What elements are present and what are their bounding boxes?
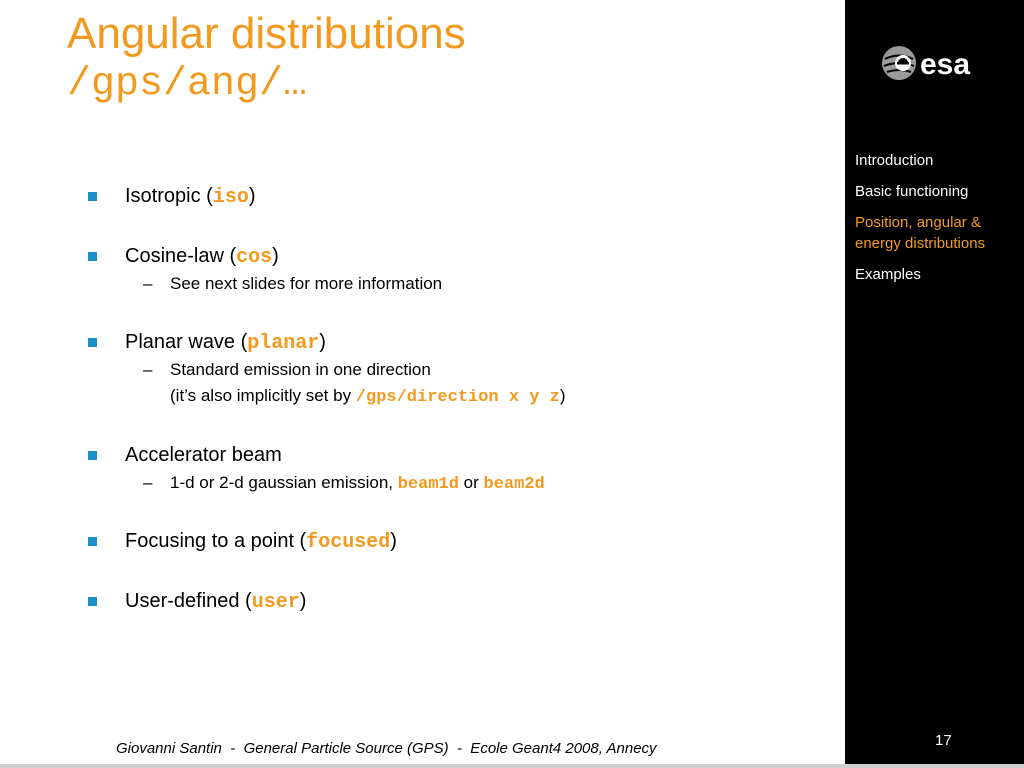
bullet-text: Cosine-law (cos): [125, 245, 279, 269]
sidebar-nav: [855, 150, 1020, 295]
bullet-square-icon: [88, 537, 97, 546]
slide-footer: Giovanni Santin - General Particle Source (GPS) - Ecole Geant4 2008, Annecy: [116, 740, 657, 757]
nav-item-basic-functioning[interactable]: Basic functioning: [855, 183, 969, 200]
bullet-square-icon: [88, 597, 97, 606]
bullet-text: Focusing to a point (focused): [125, 530, 397, 554]
sidebar: [845, 0, 1024, 768]
sub-bullet-text: 1-d or 2-d gaussian emission, beam1d or beam2d: [170, 473, 545, 494]
slide-title: Angular distributions: [67, 9, 466, 58]
bullet-text: User-defined (user): [125, 590, 307, 614]
dash-icon: –: [143, 473, 153, 492]
bullet-square-icon: [88, 451, 97, 460]
page-number: 17: [935, 732, 952, 749]
sub-bullet-text: (it’s also implicitly set by /gps/direction x y z): [170, 386, 566, 407]
sub-bullet-text: See next slides for more information: [170, 274, 443, 293]
nav-item-distributions[interactable]: Position, angular & energy distributions: [855, 214, 986, 252]
esa-logo-icon: [881, 42, 991, 84]
bullet-square-icon: [88, 252, 97, 261]
nav-item-introduction[interactable]: Introduction: [855, 152, 934, 169]
logo-text: esa: [920, 48, 971, 81]
nav-item-examples[interactable]: Examples: [855, 266, 921, 283]
slide-subtitle: /gps/ang/…: [67, 62, 308, 107]
sub-bullet-text: Standard emission in one direction: [170, 360, 431, 379]
bullet-text: Isotropic (iso): [125, 185, 256, 209]
bottom-divider: [0, 764, 1024, 768]
dash-icon: –: [143, 274, 153, 293]
bullet-square-icon: [88, 338, 97, 347]
bullet-text: Planar wave (planar): [125, 331, 326, 355]
dash-icon: –: [143, 360, 153, 379]
bullet-square-icon: [88, 192, 97, 201]
bullet-text: Accelerator beam: [125, 444, 282, 466]
